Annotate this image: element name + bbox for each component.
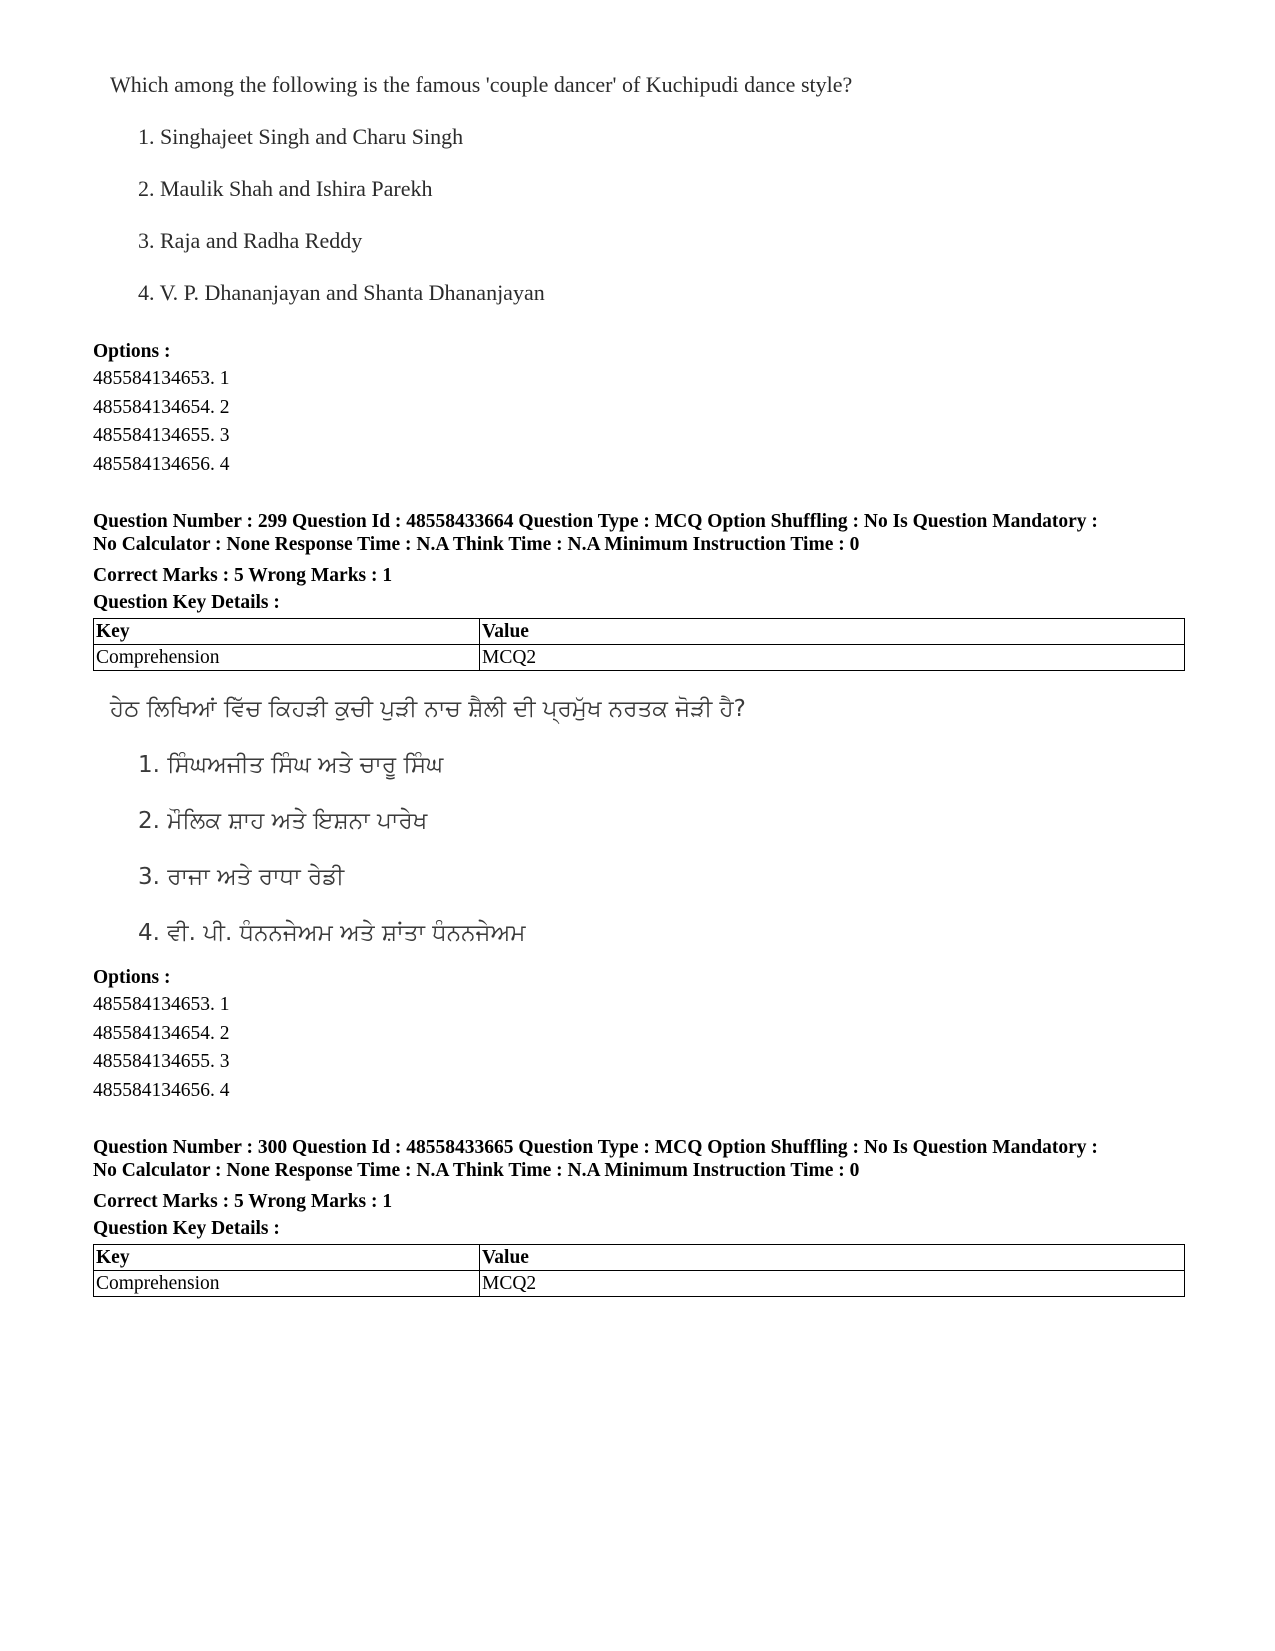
key-details-table	[93, 618, 1185, 671]
key-details-table	[93, 1244, 1185, 1297]
table-row	[94, 1271, 1185, 1297]
table-header-row	[94, 1245, 1185, 1271]
key-details-heading: Question Key Details :	[93, 592, 280, 613]
options-heading: Options :	[93, 341, 171, 362]
answer-choice-1: 1. Singhajeet Singh and Charu Singh	[138, 124, 464, 149]
table-cell-key: Comprehension	[94, 1271, 480, 1297]
answer-choice-2: 2. ਮੌਲਿਕ ਸ਼ਾਹ ਅਤੇ ਇਸ਼ਨਾ ਪਾਰੇਖ	[138, 808, 428, 834]
option-row: 485584134654. 2	[93, 1022, 230, 1044]
table-header-value: Value	[480, 1245, 1185, 1271]
option-row: 485584134653. 1	[93, 994, 230, 1015]
answer-choice-1: 1. ਸਿੰਘਅਜੀਤ ਸਿੰਘ ਅਤੇ ਚਾਰੂ ਸਿੰਘ	[138, 752, 444, 778]
table-cell-key: Comprehension	[94, 645, 480, 671]
table-row	[94, 645, 1185, 671]
table-cell-value: MCQ2	[480, 645, 1185, 671]
option-row: 485584134653. 1	[93, 368, 230, 389]
options-heading: Options :	[93, 967, 171, 988]
options-block	[93, 964, 1183, 1105]
options-block	[93, 338, 1183, 479]
table-header-key: Key	[94, 1245, 480, 1271]
key-details-heading: Question Key Details :	[93, 1218, 280, 1239]
table-header-row	[94, 619, 1185, 645]
option-row: 485584134656. 4	[93, 1079, 230, 1101]
question-meta-line: No Calculator : None Response Time : N.A Think Time : N.A Minimum Instruction Time : 0	[93, 534, 860, 555]
option-row: 485584134656. 4	[93, 453, 230, 475]
table-header-key: Key	[94, 619, 480, 645]
option-row: 485584134655. 3	[93, 425, 230, 446]
question-meta	[93, 1136, 1188, 1182]
table-header-value: Value	[480, 619, 1185, 645]
question-meta-line: No Calculator : None Response Time : N.A Think Time : N.A Minimum Instruction Time : 0	[93, 1160, 860, 1181]
answer-choice-3: 3. Raja and Radha Reddy	[138, 228, 363, 253]
question-meta-line: Question Number : 300 Question Id : 48558433665 Question Type : MCQ Option Shuffling : No Is Question Mandatory :	[93, 1137, 1098, 1158]
question-text: Which among the following is the famous 'couple dancer' of Kuchipudi dance style?	[110, 72, 853, 97]
marks-line: Correct Marks : 5 Wrong Marks : 1	[93, 565, 393, 586]
answer-choice-4: 4. V. P. Dhananjayan and Shanta Dhananjayan	[138, 280, 545, 305]
answer-choice-2: 2. Maulik Shah and Ishira Parekh	[138, 176, 433, 201]
question-meta-line: Question Number : 299 Question Id : 48558433664 Question Type : MCQ Option Shuffling : No Is Question Mandatory :	[93, 511, 1098, 532]
table-cell-value: MCQ2	[480, 1271, 1185, 1297]
option-row: 485584134654. 2	[93, 396, 230, 418]
answer-choice-3: 3. ਰਾਜਾ ਅਤੇ ਰਾਧਾ ਰੇਡੀ	[138, 864, 345, 890]
answer-choice-4: 4. ਵੀ. ਪੀ. ਧੰਨਨਜੇਅਮ ਅਤੇ ਸ਼ਾਂਤਾ ਧੰਨਨਜੇਅਮ	[138, 920, 526, 946]
option-row: 485584134655. 3	[93, 1051, 230, 1072]
question-image-punjabi	[110, 696, 1010, 956]
question-meta	[93, 510, 1188, 556]
question-image-english	[110, 72, 1010, 322]
question-text: ਹੇਠ ਲਿਖਿਆਂ ਵਿੱਚ ਕਿਹੜੀ ਕੁਚੀ ਪੁੜੀ ਨਾਚ ਸ਼ੈਲੀ ਦੀ ਪ੍ਰਮੁੱਖ ਨਰਤਕ ਜੋੜੀ ਹੈ?	[110, 696, 746, 722]
marks-line: Correct Marks : 5 Wrong Marks : 1	[93, 1191, 393, 1212]
